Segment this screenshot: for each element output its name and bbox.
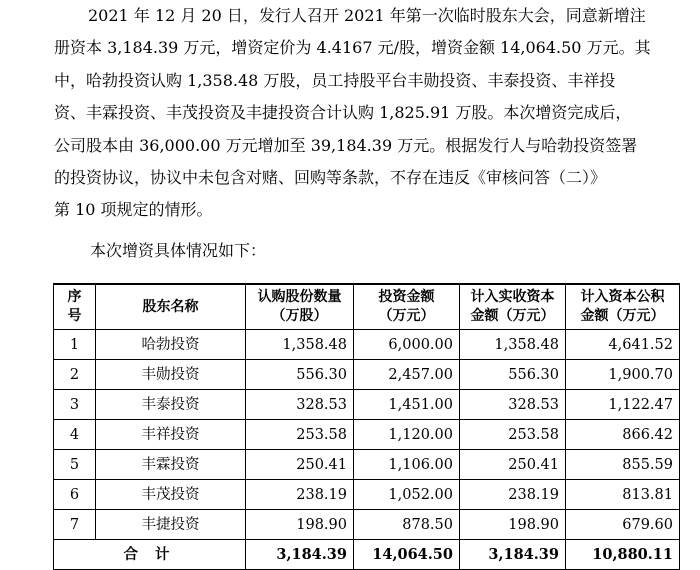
- header-text: 号: [67, 308, 82, 324]
- table-row: [54, 390, 680, 420]
- cell-capital-reserve: 866.42: [566, 420, 680, 450]
- cell-shareholder-name: 丰泰投资: [96, 390, 246, 420]
- cell-investment-amount: 878.50: [354, 510, 460, 540]
- header-text: 序: [67, 289, 82, 305]
- cell-subscribed-shares: 328.53: [246, 390, 354, 420]
- cell-paid-in-capital: 253.58: [460, 420, 566, 450]
- cell-capital-reserve: 1,122.47: [566, 390, 680, 420]
- paragraph-line: 册资本 3,184.39 万元，增资定价为 4.4167 元/股，增资金额 14,064.50 万元。其: [54, 38, 651, 58]
- header-paid-in-capital: [460, 284, 566, 330]
- cell-subscribed-shares: 253.58: [246, 420, 354, 450]
- table-total-row: [54, 540, 680, 570]
- cell-subscribed-shares: 198.90: [246, 510, 354, 540]
- cell-paid-in-capital: 328.53: [460, 390, 566, 420]
- cell-investment-amount: 1,106.00: [354, 450, 460, 480]
- cell-subscribed-shares: 556.30: [246, 360, 354, 390]
- cell-capital-reserve: 4,641.52: [566, 330, 680, 360]
- paragraph-line: 第 10 项规定的情形。: [54, 200, 213, 220]
- header-text: 金额（万元）: [470, 308, 555, 324]
- table-header-row: [54, 284, 680, 330]
- cell-capital-reserve: 813.81: [566, 480, 680, 510]
- header-shareholder-name: [96, 284, 246, 330]
- cell-total-amount: 14,064.50: [354, 540, 460, 570]
- header-text: 计入实收资本: [470, 289, 555, 305]
- table-row: [54, 360, 680, 390]
- cell-paid-in-capital: 556.30: [460, 360, 566, 390]
- cell-investment-amount: 2,457.00: [354, 360, 460, 390]
- cell-investment-amount: 1,120.00: [354, 420, 460, 450]
- cell-serial-no: 2: [54, 360, 96, 390]
- cell-serial-no: 1: [54, 330, 96, 360]
- cell-serial-no: 3: [54, 390, 96, 420]
- cell-shareholder-name: 丰茂投资: [96, 480, 246, 510]
- cell-total-capital-reserve: 10,880.11: [566, 540, 680, 570]
- header-serial-no: [54, 284, 96, 330]
- cell-investment-amount: 6,000.00: [354, 330, 460, 360]
- header-investment-amount: [354, 284, 460, 330]
- table-row: [54, 330, 680, 360]
- cell-shareholder-name: 丰捷投资: [96, 510, 246, 540]
- header-text: 计入资本公积: [580, 289, 665, 305]
- header-capital-reserve: [566, 284, 680, 330]
- table-row: [54, 480, 680, 510]
- cell-subscribed-shares: 250.41: [246, 450, 354, 480]
- cell-shareholder-name: 丰勋投资: [96, 360, 246, 390]
- header-text: 股东名称: [142, 298, 199, 315]
- table-row: [54, 510, 680, 540]
- header-text: 投资金额: [378, 289, 435, 305]
- header-text: 金额（万元）: [580, 308, 665, 324]
- paragraph-line: 资、丰霖投资、丰茂投资及丰捷投资合计认购 1,825.91 万股。本次增资完成后，: [54, 103, 632, 123]
- cell-total-shares: 3,184.39: [246, 540, 354, 570]
- cell-total-label: 合 计: [54, 540, 246, 570]
- cell-paid-in-capital: 250.41: [460, 450, 566, 480]
- header-subscribed-shares: [246, 284, 354, 330]
- body-paragraph: [54, 0, 676, 227]
- cell-shareholder-name: 丰霖投资: [96, 450, 246, 480]
- cell-total-paid-in-capital: 3,184.39: [460, 540, 566, 570]
- table-intro-heading: 本次增资具体情况如下：: [90, 241, 267, 260]
- table-row: [54, 450, 680, 480]
- paragraph-line: 公司股本由 36,000.00 万元增加至 39,184.39 万元。根据发行人与哈勃投资签署: [54, 135, 638, 155]
- header-text: （万元）: [378, 308, 435, 324]
- cell-serial-no: 4: [54, 420, 96, 450]
- cell-investment-amount: 1,052.00: [354, 480, 460, 510]
- cell-capital-reserve: 1,900.70: [566, 360, 680, 390]
- cell-paid-in-capital: 198.90: [460, 510, 566, 540]
- cell-serial-no: 6: [54, 480, 96, 510]
- cell-capital-reserve: 855.59: [566, 450, 680, 480]
- cell-investment-amount: 1,451.00: [354, 390, 460, 420]
- cell-shareholder-name: 丰祥投资: [96, 420, 246, 450]
- header-text: （万股）: [271, 308, 328, 324]
- cell-subscribed-shares: 238.19: [246, 480, 354, 510]
- table-row: [54, 420, 680, 450]
- cell-paid-in-capital: 1,358.48: [460, 330, 566, 360]
- capital-increase-table: [53, 283, 680, 570]
- cell-serial-no: 7: [54, 510, 96, 540]
- cell-serial-no: 5: [54, 450, 96, 480]
- cell-subscribed-shares: 1,358.48: [246, 330, 354, 360]
- paragraph-line: 2021 年 12 月 20 日，发行人召开 2021 年第一次临时股东大会，同意新增注: [88, 6, 646, 25]
- header-text: 认购股份数量: [257, 289, 342, 305]
- cell-capital-reserve: 679.60: [566, 510, 680, 540]
- paragraph-line: 的投资协议，协议中未包含对赌、回购等条款，不存在违反《审核问答（二）》: [54, 168, 607, 188]
- paragraph-line: 中，哈勃投资认购 1,358.48 万股，员工持股平台丰勋投资、丰泰投资、丰祥投: [54, 70, 616, 90]
- cell-paid-in-capital: 238.19: [460, 480, 566, 510]
- cell-shareholder-name: 哈勃投资: [96, 330, 246, 360]
